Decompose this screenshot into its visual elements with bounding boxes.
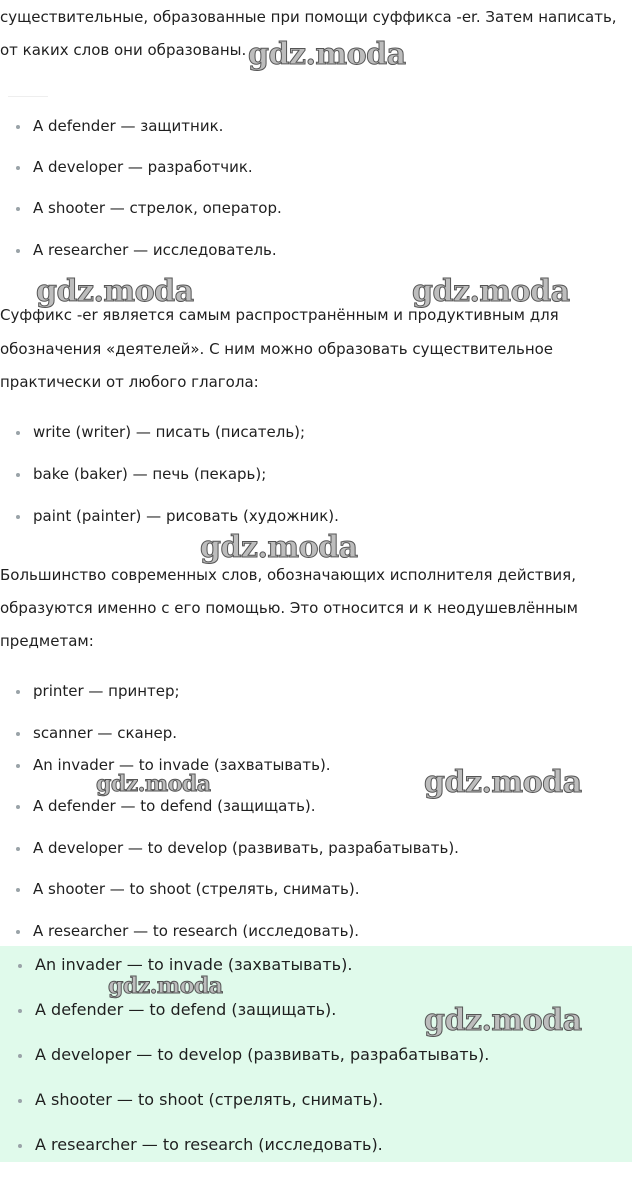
paragraph-line: Большинство современных слов, обозначающих исполнителя действия, xyxy=(0,566,576,584)
watermark-logo: gdz.moda xyxy=(424,765,582,800)
watermark-logo: gdz.moda xyxy=(424,1003,582,1038)
highlighted-answer-block: An invader — to invade (захватывать). A defender — to defend (защищать). A developer — to develop (развивать, разрабатывать). A shooter — to shoot (стрелять, снимать). A researcher — to research (исследовать). xyxy=(0,946,632,1162)
watermark-logo: gdz.moda xyxy=(200,530,358,565)
paragraph-line: практически от любого глагола: xyxy=(0,373,259,391)
paragraph-line: обозначения «деятелей». С ним можно образовать существительное xyxy=(0,340,554,358)
intro-line-2: от каких слов они образованы. xyxy=(0,41,247,59)
watermark-logo: gdz.moda xyxy=(96,771,211,797)
paragraph-line: Суффикс -er является самым распространённым и продуктивным для xyxy=(0,306,559,324)
divider xyxy=(8,96,48,97)
watermark-logo: gdz.moda xyxy=(412,274,570,309)
watermark-logo: gdz.moda xyxy=(248,37,406,72)
paragraph-line: образуются именно с его помощью. Это относится и к неодушевлённым xyxy=(0,599,578,617)
watermark-logo: gdz.moda xyxy=(108,973,223,999)
paragraph-line: предметам: xyxy=(0,632,94,650)
intro-line-1: существительные, образованные при помощи суффикса -er. Затем написать, xyxy=(0,8,617,26)
watermark-logo: gdz.moda xyxy=(36,274,194,309)
